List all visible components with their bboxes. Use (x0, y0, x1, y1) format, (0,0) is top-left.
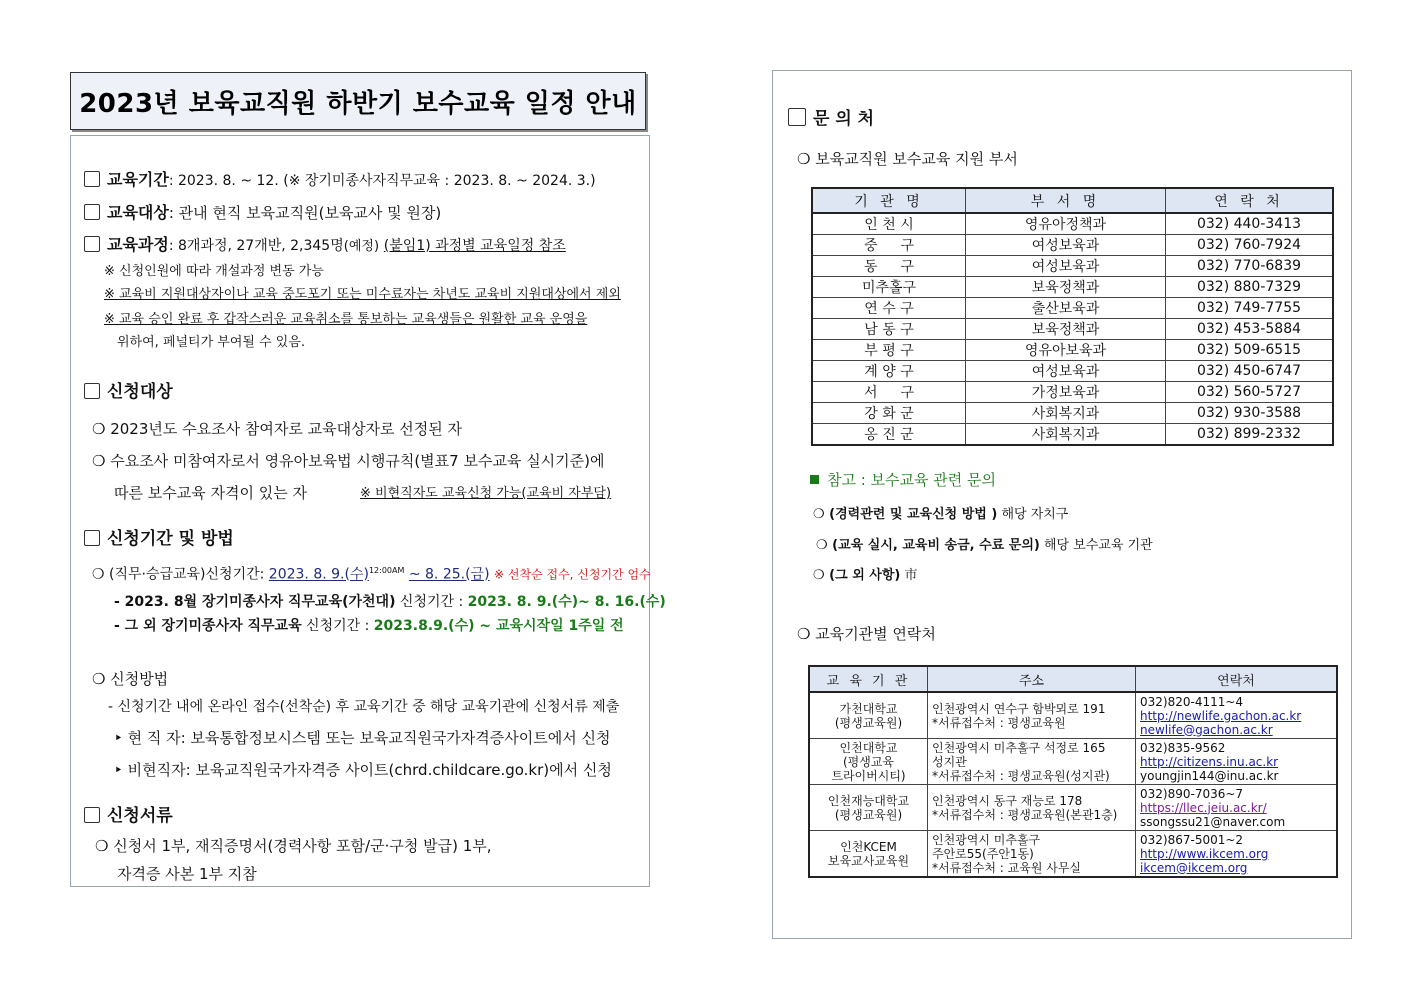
apply-target-item2: ❍ 수요조사 미참여자로서 영유아보육법 시행규칙(별표7 보수교육 실시기준)에 (92, 452, 605, 470)
website-link[interactable]: https://llec.jeiu.ac.kr/ (1140, 800, 1267, 815)
edu-period: 교육기간: 2023. 8. ~ 12. (※ 장기미종사자직무교육 : 2023. 8. ~ 2024. 3.) (84, 170, 596, 191)
apply-method-b: ‣ 비현직자: 보육교직원국가자격증 사이트(chrd.childcare.go.kr)에서 신청 (114, 761, 612, 779)
table-row: 중 구 여성보육과 032) 760-7924 (812, 235, 1333, 256)
note-1: ※ 신청인원에 따라 개설과정 변동 가능 (104, 264, 324, 279)
table-row: 미추홀구 보육정책과 032) 880-7329 (812, 277, 1333, 298)
apply-target-note: ※ 비현직자도 교육신청 가능(교육비 자부담) (360, 486, 612, 501)
table-row: 남 동 구 보육정책과 032) 453-5884 (812, 319, 1333, 340)
dept-table (811, 187, 1334, 446)
document-title: 2023년 보육교직원 하반기 보수교육 일정 안내 (79, 88, 637, 119)
table-row: 부 평 구 영유아보육과 032) 509-6515 (812, 340, 1333, 361)
institution-table (808, 665, 1338, 878)
documents-heading: 신청서류 (84, 806, 173, 826)
apply-method-a: ‣ 현 직 자: 보육통합정보시스템 또는 보육교직원국가자격증사이트에서 신청 (114, 729, 611, 747)
checkbox-icon (84, 204, 100, 220)
website-link[interactable]: http://www.ikcem.org (1140, 846, 1269, 861)
table-row: 인천재능대학교 (평생교육원) 인천광역시 동구 재능로 178 *서류접수처 : 평생교육원(본관1층) 032)890-7036~7 https://llec.jeiu.ac.kr/ ssongssu21@naver.com (809, 785, 1337, 831)
edu-course: 교육과정: 8개과정, 27개반, 2,345명(예정) (붙임1) 과정별 교육일정 참조 (84, 235, 566, 257)
dept-heading: ❍ 보육교직원 보수교육 지원 부서 (797, 150, 1018, 168)
table-row: 인천대학교 (평생교육 트라이버시티) 인천광역시 미추홀구 석정로 165 성지관 *서류접수처 : 평생교육원(성지관) 032)835-9562 http://citizens.inu.ac.kr youngjin144@inu.ac.kr (809, 739, 1337, 785)
header-institution: 기 관 명 (812, 188, 966, 213)
header-department: 부 서 명 (966, 188, 1166, 213)
checkbox-icon (84, 236, 100, 252)
apply-method: ❍ 신청방법 (92, 670, 169, 688)
apply-target-item2b: 따른 보수교육 자격이 있는 자 (114, 484, 307, 502)
note-3: ※ 교육 승인 완료 후 갑작스러운 교육취소를 통보하는 교육생들은 원활한 교육 운영을 (104, 312, 588, 327)
documents-line1: ❍ 신청서 1부, 재직증명서(경력사항 포함/군·구청 발급) 1부, (95, 837, 492, 855)
note-2: ※ 교육비 지원대상자이나 교육 중도포기 또는 미수료자는 차년도 교육비 지원대상에서 제외 (104, 287, 621, 302)
table-row: 계 양 구 여성보육과 032) 450-6747 (812, 361, 1333, 382)
institution-heading: ❍ 교육기관별 연락처 (797, 625, 936, 643)
reference-3: ❍ (그 외 사항) 市 (813, 568, 918, 583)
email-link[interactable]: newlife@gachon.ac.kr (1140, 722, 1273, 737)
green-square-icon (810, 475, 819, 484)
table-row: 가천대학교 (평생교육원) 인천광역시 연수구 함박뫼로 191 *서류접수처 : 평생교육원 032)820-4111~4 http://newlife.gachon.ac.kr newlife@gachon.ac.kr (809, 692, 1337, 739)
checkbox-icon (84, 171, 100, 187)
apply-method-desc: - 신청기간 내에 온라인 접수(선착순) 후 교육기간 중 해당 교육기관에 신청서류 제출 (108, 699, 620, 715)
table-row: 동 구 여성보육과 032) 770-6839 (812, 256, 1333, 277)
checkbox-icon (84, 383, 100, 399)
table-row: 연 수 구 출산보육과 032) 749-7755 (812, 298, 1333, 319)
checkbox-icon (84, 530, 100, 546)
reference-1: ❍ (경력관련 및 교육신청 방법 ) 해당 자치구 (813, 507, 1069, 522)
header-address: 주소 (928, 666, 1136, 692)
header-contact: 연락처 (1136, 666, 1338, 692)
documents-line2: 자격증 사본 1부 지참 (117, 865, 257, 883)
website-link[interactable]: http://citizens.inu.ac.kr (1140, 754, 1279, 769)
table-row: 옹 진 군 사회복지과 032) 899-2332 (812, 424, 1333, 446)
document-title-box (70, 72, 646, 130)
table-row: 강 화 군 사회복지과 032) 930-3588 (812, 403, 1333, 424)
header-institution: 교 육 기 관 (809, 666, 928, 692)
apply-period-item1: ❍ (직무·승급교육)신청기간: 2023. 8. 9.(수)$^{12:00AM}$ ~ 8. 25.(금) ※ 선착순 접수, 신청기간 엄수 (92, 566, 651, 583)
apply-period-sub2: - 그 외 장기미종사자 직무교육 신청기간 : 2023.8.9.(수) ~ 교육시작일 1주일 전 (114, 618, 624, 634)
edu-target: 교육대상: 관내 현직 보육교직원(보육교사 및 원장) (84, 203, 441, 223)
contact-heading: 문 의 처 (788, 108, 874, 129)
table-header-row (812, 188, 1333, 213)
apply-target-heading: 신청대상 (84, 382, 173, 402)
header-contact: 연 락 처 (1166, 188, 1334, 213)
table-row: 인천KCEM 보육교사교육원 인천광역시 미추홀구 주안로55(주안1동) *서류접수처 : 교육원 사무실 032)867-5001~2 http://www.ikcem.org ikcem@ikcem.org (809, 831, 1337, 878)
reference-heading: 참고 : 보수교육 관련 문의 (810, 470, 996, 490)
email-link[interactable]: ikcem@ikcem.org (1140, 860, 1248, 875)
checkbox-icon (84, 807, 100, 823)
website-link[interactable]: http://newlife.gachon.ac.kr (1140, 708, 1302, 723)
apply-period-heading: 신청기간 및 방법 (84, 529, 234, 549)
table-header-row (809, 666, 1337, 692)
table-row: 서 구 가정보육과 032) 560-5727 (812, 382, 1333, 403)
note-3b: 위하여, 페널티가 부여될 수 있음. (117, 335, 306, 350)
table-row: 인 천 시 영유아정책과 032) 440-3413 (812, 213, 1333, 235)
checkbox-icon (788, 108, 806, 126)
reference-2: ❍ (교육 실시, 교육비 송금, 수료 문의) 해당 보수교육 기관 (816, 538, 1153, 553)
apply-period-sub1: - 2023. 8월 장기미종사자 직무교육(가천대) 신청기간 : 2023. 8. 9.(수)~ 8. 16.(수) (114, 594, 666, 610)
apply-target-item1: ❍ 2023년도 수요조사 참여자로 교육대상자로 선정된 자 (92, 420, 463, 438)
